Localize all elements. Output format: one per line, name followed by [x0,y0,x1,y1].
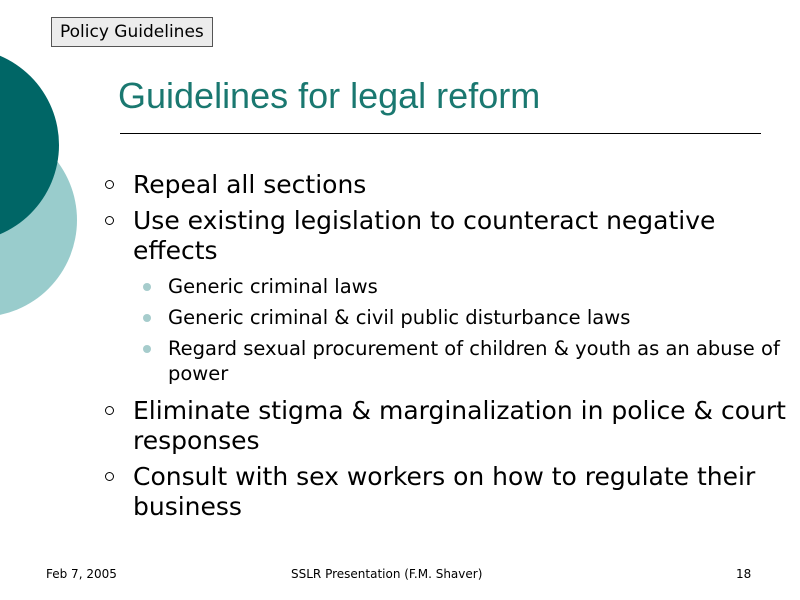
title-divider [120,133,761,134]
slide-title: Guidelines for legal reform [118,75,541,116]
filled-dot-bullet-icon [143,314,151,322]
bullet-item [100,462,790,522]
sub-bullet-list [100,274,790,386]
footer-date: Feb 7, 2005 [46,567,117,581]
bullet-text: Repeal all sections [133,170,367,199]
slide-body [100,170,790,522]
hollow-circle-bullet-icon [105,472,114,481]
hollow-circle-bullet-icon [105,180,114,189]
bullet-text: Eliminate stigma & marginalization in police & court responses [133,396,786,455]
hollow-circle-bullet-icon [105,216,114,225]
bullet-item [100,170,790,200]
filled-dot-bullet-icon [143,283,151,291]
footer-presentation-title: SSLR Presentation (F.M. Shaver) [291,567,483,581]
sub-bullet-text: Generic criminal laws [168,275,378,298]
filled-dot-bullet-icon [143,345,151,353]
sub-bullet-item [100,336,790,386]
sub-bullet-text: Generic criminal & civil public disturbance laws [168,306,631,329]
sub-bullet-item [100,274,790,299]
section-tag: Policy Guidelines [51,17,213,47]
bullet-text: Use existing legislation to counteract negative effects [133,206,716,265]
bullet-item [100,206,790,266]
footer-page-number: 18 [736,567,752,581]
sub-bullet-text: Regard sexual procurement of children & youth as an abuse of power [168,337,780,385]
bullet-item [100,396,790,456]
sub-bullet-item [100,305,790,330]
bullet-text: Consult with sex workers on how to regulate their business [133,462,756,521]
hollow-circle-bullet-icon [105,406,114,415]
